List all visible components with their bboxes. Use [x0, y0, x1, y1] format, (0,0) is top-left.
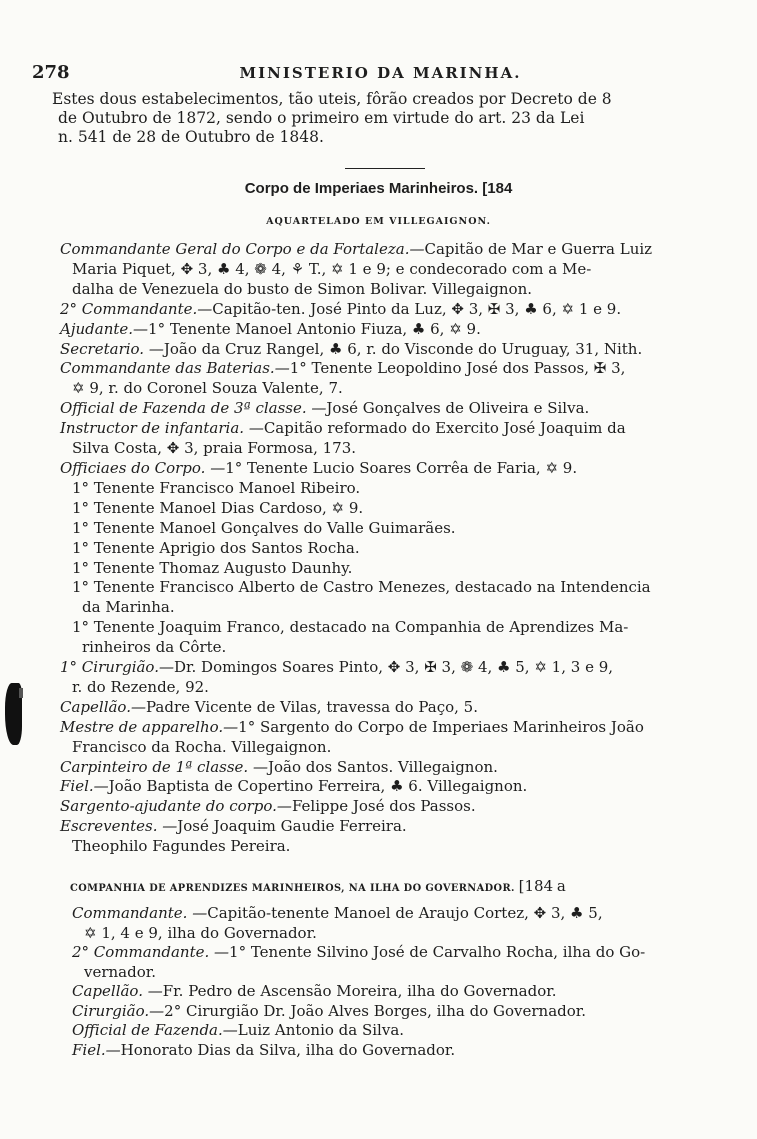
entry-line: [60, 738, 700, 758]
entry-text: ✡ 1, 4 e 9, ilha do Governador.: [84, 923, 317, 942]
entry-text: Theophilo Fagundes Pereira.: [72, 837, 291, 856]
entry-text: 1° Tenente Francisco Manoel Ribeiro.: [72, 478, 361, 497]
entry-line: [60, 399, 700, 419]
entry-text: 1° Tenente Francisco Alberto de Castro Menezes, destacado na Intendencia: [72, 578, 651, 597]
entry-text: Dr. Domingos Soares Pinto, ✥ 3, ✠ 3, ❁ 4, ♣ 5, ✡ 1, 3 e 9,: [173, 658, 614, 677]
entry-line: [72, 1041, 712, 1061]
section2-entries: [72, 904, 712, 1060]
entry-label: Capellão. —: [72, 982, 163, 1000]
entry-line: [60, 300, 700, 320]
section2-title-suffix: [184: [518, 877, 554, 895]
entry-line: [60, 578, 700, 598]
entry-line: [72, 1021, 712, 1041]
entry-line: [60, 359, 700, 379]
entry-label: Commandante. —: [72, 904, 208, 922]
entry-line: [72, 924, 712, 944]
entry-line: [72, 963, 712, 983]
entry-text: 1° Tenente Aprigio dos Santos Rocha.: [72, 538, 360, 557]
entry-text: rinheiros da Côrte.: [82, 638, 227, 657]
entry-text: 1° Tenente Manoel Dias Cardoso, ✡ 9.: [72, 498, 364, 517]
entry-text: dalha de Venezuela do busto de Simon Bolivar. Villegaignon.: [72, 279, 532, 298]
page-header: [32, 62, 729, 84]
entry-label: Commandante Geral do Corpo e da Fortaleza.—: [60, 240, 425, 258]
entry-line: [60, 439, 700, 459]
entry-label: Mestre de apparelho.—: [60, 717, 239, 736]
entry-line: [60, 320, 700, 340]
entry-text: João da Cruz Rangel, ♣ 6, r. do Visconde do Uruguay, 31, Nith.: [163, 339, 643, 358]
entry-text: 1° Tenente Joaquim Franco, destacado na Companhia de Aprendizes Ma-: [72, 618, 629, 637]
entry-text: Silva Costa, ✥ 3, praia Formosa, 173.: [72, 439, 357, 458]
entry-label: Official de Fazenda de 3ª classe. —: [60, 399, 327, 418]
entry-text: 1° Tenente Silvino José de Carvalho Rocha, ilha do Go-: [229, 943, 646, 961]
entry-line: [60, 280, 700, 300]
entry-line: [60, 519, 700, 539]
entry-line: [72, 943, 712, 963]
entry-label: Ajudante.—: [60, 319, 149, 338]
running-title: MINISTERIO DA MARINHA.: [239, 64, 522, 82]
entry-text: 1° Tenente Leopoldino José dos Passos, ✠ 3,: [289, 359, 626, 378]
entry-text: Honorato Dias da Silva, ilha do Governador.: [120, 1040, 456, 1059]
entry-text: 1° Tenente Manoel Gonçalves do Valle Guimarães.: [72, 518, 456, 537]
entry-label: Secretario. —: [60, 339, 164, 358]
entry-text: José Joaquim Gaudie Ferreira.: [177, 817, 407, 836]
entry-line: [60, 260, 700, 280]
entry-line: [60, 758, 700, 778]
entry-label: Escreventes. —: [60, 817, 178, 836]
entry-text: 1° Tenente Manoel Antonio Fiuza, ♣ 6, ✡ 9.: [148, 319, 481, 338]
entry-text: Capitão de Mar e Guerra Luiz: [424, 240, 653, 258]
entry-text: 1° Tenente Lucio Soares Corrêa de Faria, ✡ 9.: [225, 458, 578, 477]
entry-text: Fr. Pedro de Ascensão Moreira, ilha do Governador.: [162, 982, 557, 1000]
entry-text: da Marinha.: [82, 598, 175, 617]
intro-line: Estes dous estabelecimentos, tão uteis, fôrão creados por Decreto de 8: [52, 90, 612, 108]
entry-line: [60, 459, 700, 479]
entry-line: [60, 419, 700, 439]
entry-line: [60, 499, 700, 519]
entry-text: vernador.: [84, 962, 157, 981]
entry-label: Fiel.—: [72, 1040, 121, 1059]
entry-line: [60, 678, 700, 698]
section-title: Corpo de Imperiaes Marinheiros. [184: [244, 180, 513, 197]
section-subtitle: AQUARTELADO EM VILLEGAIGNON.: [266, 216, 491, 227]
entry-text: 1° Sargento do Corpo de Imperiaes Marinheiros João: [238, 717, 644, 736]
entry-text: 2° Cirurgião Dr. João Alves Borges, ilha do Governador.: [164, 1001, 587, 1020]
binding-ink-mark: [19, 688, 23, 698]
entry-label: 2° Commandante. —: [72, 943, 230, 961]
entry-label: Cirurgião.—: [72, 1001, 165, 1020]
entry-line: [60, 698, 700, 718]
entry-line: [60, 598, 700, 618]
entry-label: 1° Cirurgião.—: [60, 658, 174, 677]
entry-label: Capellão.—: [60, 697, 146, 716]
entry-line: [60, 638, 700, 658]
entry-line: [72, 904, 712, 924]
entry-text: João dos Santos. Villegaignon.: [267, 757, 498, 776]
entry-label: Official de Fazenda.—: [72, 1021, 238, 1039]
entry-line: [60, 777, 700, 797]
entry-text: Luiz Antonio da Silva.: [237, 1021, 405, 1039]
entry-text: Padre Vicente de Vilas, travessa do Paço, 5.: [145, 697, 478, 716]
entry-line: [60, 340, 700, 360]
entry-line: [60, 658, 700, 678]
entry-text: Francisco da Rocha. Villegaignon.: [72, 737, 332, 756]
entry-text: João Baptista de Copertino Ferreira, ♣ 6. Villegaignon.: [108, 777, 528, 796]
entry-label: Sargento-ajudante do corpo.—: [60, 797, 292, 816]
entry-text: Capitão-tenente Manoel de Araujo Cortez, ✥ 3, ♣ 5,: [207, 904, 603, 922]
entry-text: ✡ 9, r. do Coronel Souza Valente, 7.: [72, 379, 343, 398]
entry-label: 2° Commandante.—: [60, 299, 213, 318]
entry-text: 1° Tenente Thomaz Augusto Daunhy.: [72, 558, 353, 577]
entry-line: [60, 539, 700, 559]
entry-label: Officiaes do Corpo. —: [60, 458, 226, 477]
entry-line: [60, 837, 700, 857]
section2-title-tail: a: [556, 877, 566, 895]
entry-label: Instructor de infantaria. —: [60, 419, 264, 438]
entry-text: Maria Piquet, ✥ 3, ♣ 4, ❁ 4, ⚘ T., ✡ 1 e 9; e condecorado com a Me-: [72, 259, 592, 278]
section-entries: [60, 240, 700, 857]
intro-line: n. 541 de 28 de Outubro de 1848.: [58, 128, 324, 146]
intro-paragraph: [52, 90, 692, 147]
entry-label: Commandante das Baterias.—: [60, 359, 290, 378]
entry-line: [60, 618, 700, 638]
section-divider: [345, 168, 425, 169]
entry-text: Capitão reformado do Exercito José Joaquim da: [263, 419, 626, 438]
entry-label: Carpinteiro de 1ª classe. —: [60, 757, 268, 776]
entry-line: [60, 817, 700, 837]
entry-label: Fiel.—: [60, 777, 109, 796]
entry-text: José Gonçalves de Oliveira e Silva.: [326, 399, 590, 418]
entry-line: [72, 1002, 712, 1022]
entry-line: [60, 240, 700, 260]
entry-line: [60, 559, 700, 579]
entry-text: Capitão-ten. José Pinto da Luz, ✥ 3, ✠ 3, ♣ 6, ✡ 1 e 9.: [212, 299, 622, 318]
section2-title: COMPANHIA DE APRENDIZES MARINHEIROS, NA ILHA DO GOVERNADOR.: [70, 883, 515, 894]
section2-heading: [70, 877, 710, 895]
entry-line: [60, 797, 700, 817]
entry-text: r. do Rezende, 92.: [72, 677, 209, 696]
intro-line: de Outubro de 1872, sendo o primeiro em virtude do art. 23 da Lei: [58, 109, 585, 127]
entry-line: [60, 718, 700, 738]
page-number: 278: [32, 62, 70, 83]
entry-line: [72, 982, 712, 1002]
entry-text: Felippe José dos Passos.: [291, 797, 476, 816]
entry-line: [60, 479, 700, 499]
entry-line: [60, 379, 700, 399]
